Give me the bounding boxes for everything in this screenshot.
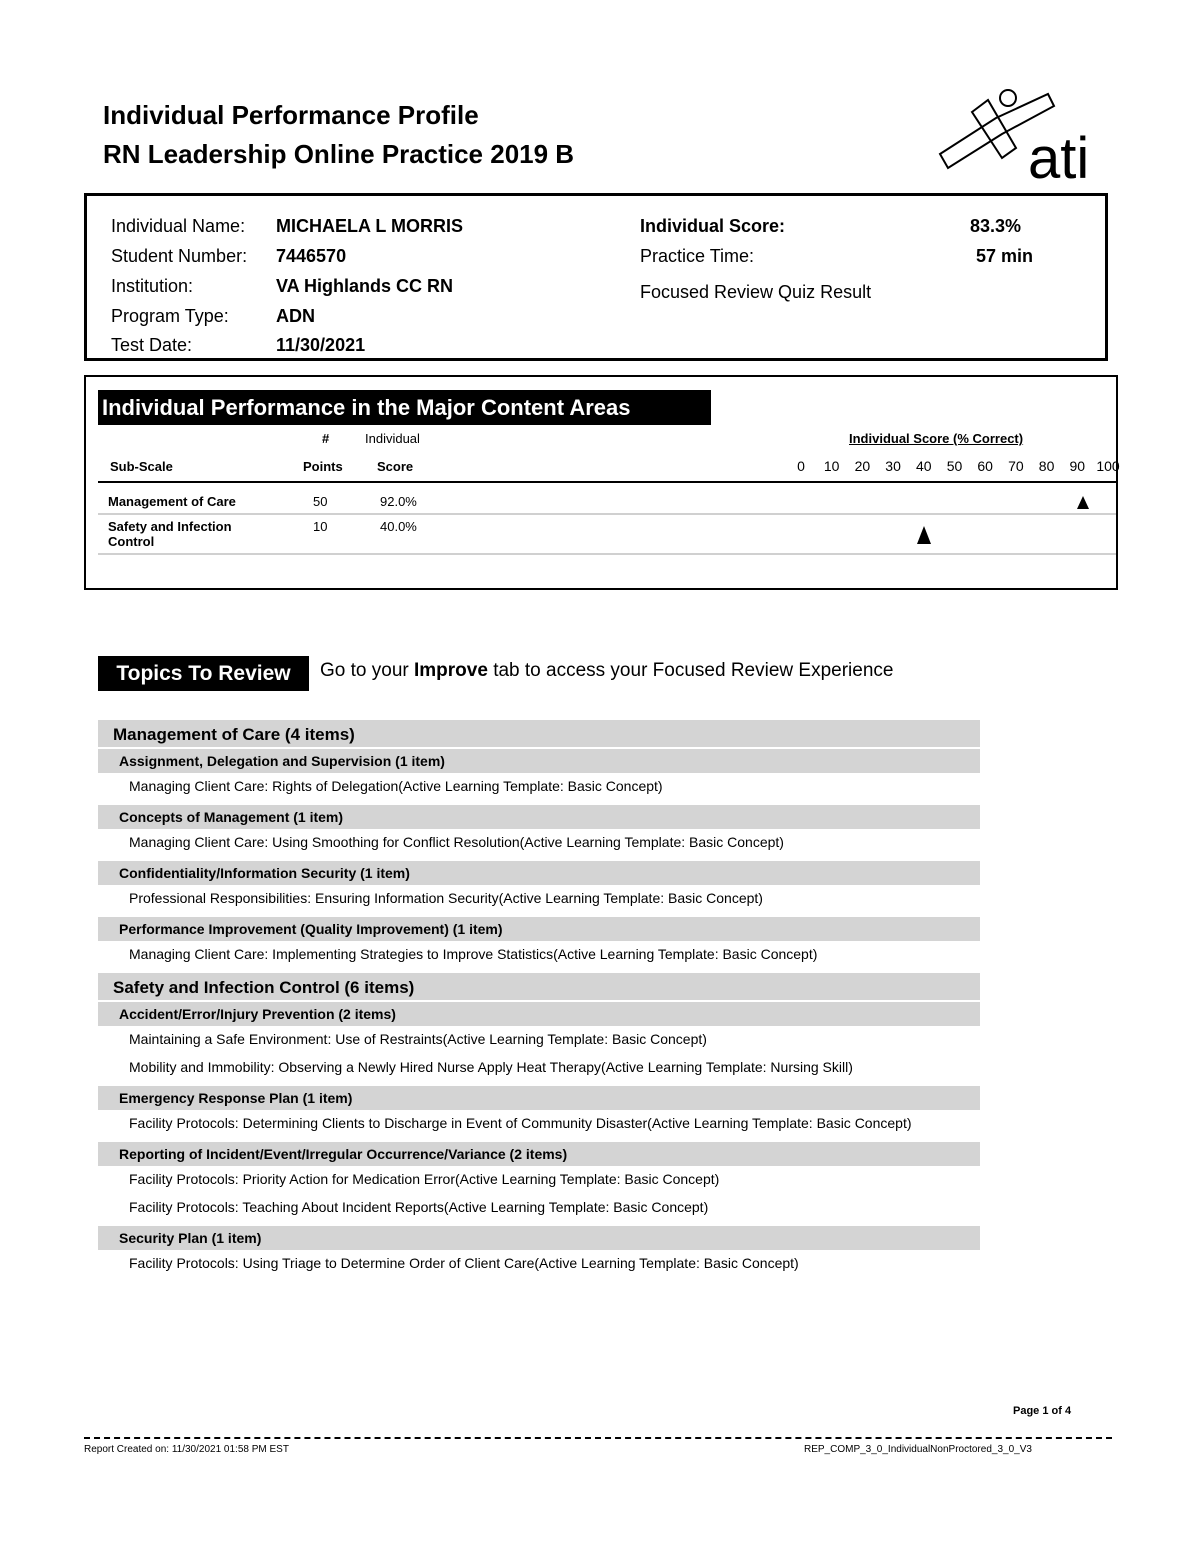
topic-subcategory: Reporting of Incident/Event/Irregular Occurrence/Variance (2 items) bbox=[98, 1142, 980, 1166]
name-value: MICHAELA L MORRIS bbox=[276, 216, 463, 236]
footer-dashed-rule bbox=[84, 1437, 1112, 1439]
score-tick-label: 20 bbox=[854, 458, 871, 474]
col-points: Points bbox=[303, 459, 343, 474]
topic-item: Facility Protocols: Using Triage to Determine Order of Client Care(Active Learning Template: Basic Concept) bbox=[129, 1255, 799, 1271]
topics-instruction: Go to your Improve tab to access your Focused Review Experience bbox=[320, 660, 894, 681]
score-tick-label: 10 bbox=[823, 458, 840, 474]
report-subtitle: RN Leadership Online Practice 2019 B bbox=[103, 139, 575, 169]
topic-subcategory: Assignment, Delegation and Supervision (1 item) bbox=[98, 749, 980, 773]
score-label: Individual Score: bbox=[640, 216, 786, 236]
col-subscale: Sub-Scale bbox=[110, 459, 173, 474]
student-info-box bbox=[84, 193, 1108, 361]
score-value: 83.3% bbox=[970, 216, 1022, 236]
topic-item: Managing Client Care: Rights of Delegation(Active Learning Template: Basic Concept) bbox=[129, 778, 663, 794]
name-label: Individual Name: bbox=[111, 216, 246, 236]
topic-item: Managing Client Care: Using Smoothing for Conflict Resolution(Active Learning Template: Basic Concept) bbox=[129, 834, 784, 850]
topic-item: Facility Protocols: Priority Action for Medication Error(Active Learning Template: Basic Concept) bbox=[129, 1171, 720, 1187]
row-points: 50 bbox=[313, 494, 328, 509]
quiz-result-label: Focused Review Quiz Result bbox=[640, 282, 872, 302]
topic-category: Management of Care (4 items) bbox=[98, 720, 980, 747]
topic-category: Safety and Infection Control (6 items) bbox=[98, 973, 980, 1000]
student-number-value: 7446570 bbox=[276, 246, 347, 266]
topic-item: Facility Protocols: Teaching About Incident Reports(Active Learning Template: Basic Concept) bbox=[129, 1199, 709, 1215]
topic-subcategory: Accident/Error/Injury Prevention (2 items) bbox=[98, 1002, 980, 1026]
report-code: REP_COMP_3_0_IndividualNonProctored_3_0_V3 bbox=[804, 1444, 1032, 1455]
score-axis-caption: Individual Score (% Correct) bbox=[849, 431, 1024, 446]
topic-subcategory: Concepts of Management (1 item) bbox=[98, 805, 980, 829]
row-score: 92.0% bbox=[380, 494, 417, 509]
topic-subcategory: Performance Improvement (Quality Improvement) (1 item) bbox=[98, 917, 980, 941]
logo-wordmark: ati bbox=[1028, 126, 1090, 184]
test-date-value: 11/30/2021 bbox=[276, 335, 366, 355]
score-tick-label: 90 bbox=[1069, 458, 1086, 474]
topic-subcategory: Emergency Response Plan (1 item) bbox=[98, 1086, 980, 1110]
score-tick-label: 80 bbox=[1038, 458, 1055, 474]
improve-tab-name: Improve bbox=[414, 660, 488, 681]
institution-label: Institution: bbox=[111, 276, 194, 296]
topic-item: Mobility and Immobility: Observing a Newly Hired Nurse Apply Heat Therapy(Active Learning Template: Nursing Skill) bbox=[129, 1059, 853, 1075]
topic-subcategory: Confidentiality/Information Security (1 item) bbox=[98, 861, 980, 885]
header-rule bbox=[98, 481, 1116, 483]
topic-subcategory: Security Plan (1 item) bbox=[98, 1226, 980, 1250]
score-tick-label: 30 bbox=[885, 458, 901, 474]
report-title: Individual Performance Profile bbox=[103, 100, 479, 130]
col-individual: Individual bbox=[365, 431, 420, 446]
ati-logo bbox=[936, 84, 1106, 184]
student-number-label: Student Number: bbox=[111, 246, 248, 266]
topic-item: Maintaining a Safe Environment: Use of Restraints(Active Learning Template: Basic Concept) bbox=[129, 1031, 707, 1047]
topic-item: Managing Client Care: Implementing Strategies to Improve Statistics(Active Learning Template: Basic Concept) bbox=[129, 946, 818, 962]
score-marker-triangle bbox=[1077, 496, 1089, 509]
institution-value: VA Highlands CC RN bbox=[276, 276, 454, 296]
score-tick-label: 70 bbox=[1008, 458, 1024, 474]
score-tick-label: 50 bbox=[946, 458, 963, 474]
score-tick-label: 60 bbox=[977, 458, 993, 474]
report-created: Report Created on: 11/30/2021 01:58 PM EST bbox=[84, 1444, 289, 1455]
col-hash: # bbox=[322, 431, 330, 446]
performance-box bbox=[84, 375, 1118, 590]
row-score: 40.0% bbox=[380, 519, 417, 534]
row-divider bbox=[98, 513, 1116, 515]
program-type-value: ADN bbox=[276, 306, 315, 326]
col-score: Score bbox=[377, 459, 414, 474]
program-type-label: Program Type: bbox=[111, 306, 229, 326]
score-marker-triangle bbox=[917, 526, 931, 544]
score-tick-label: 40 bbox=[916, 458, 932, 474]
row-subscale-name: Management of Care bbox=[108, 494, 236, 509]
row-subscale-name: Safety and Infection Control bbox=[108, 519, 232, 549]
topic-item: Professional Responsibilities: Ensuring Information Security(Active Learning Template: Basic Concept) bbox=[129, 890, 763, 906]
row-points: 10 bbox=[313, 519, 328, 534]
test-date-label: Test Date: bbox=[111, 335, 193, 355]
score-tick-label: 0 bbox=[797, 458, 805, 474]
performance-heading: Individual Performance in the Major Content Areas bbox=[98, 390, 711, 425]
practice-time-value: 57 min bbox=[976, 246, 1034, 266]
page-number: Page 1 of 4 bbox=[1013, 1405, 1072, 1417]
row-divider bbox=[98, 553, 1116, 555]
topic-item: Facility Protocols: Determining Clients to Discharge in Event of Community Disaster(Active Learning Template: Basic Concept) bbox=[129, 1115, 912, 1131]
topics-to-review-label: Topics To Review bbox=[98, 656, 309, 691]
practice-time-label: Practice Time: bbox=[640, 246, 755, 266]
topic-list bbox=[98, 720, 980, 1282]
score-tick-label: 100 bbox=[1096, 458, 1120, 474]
